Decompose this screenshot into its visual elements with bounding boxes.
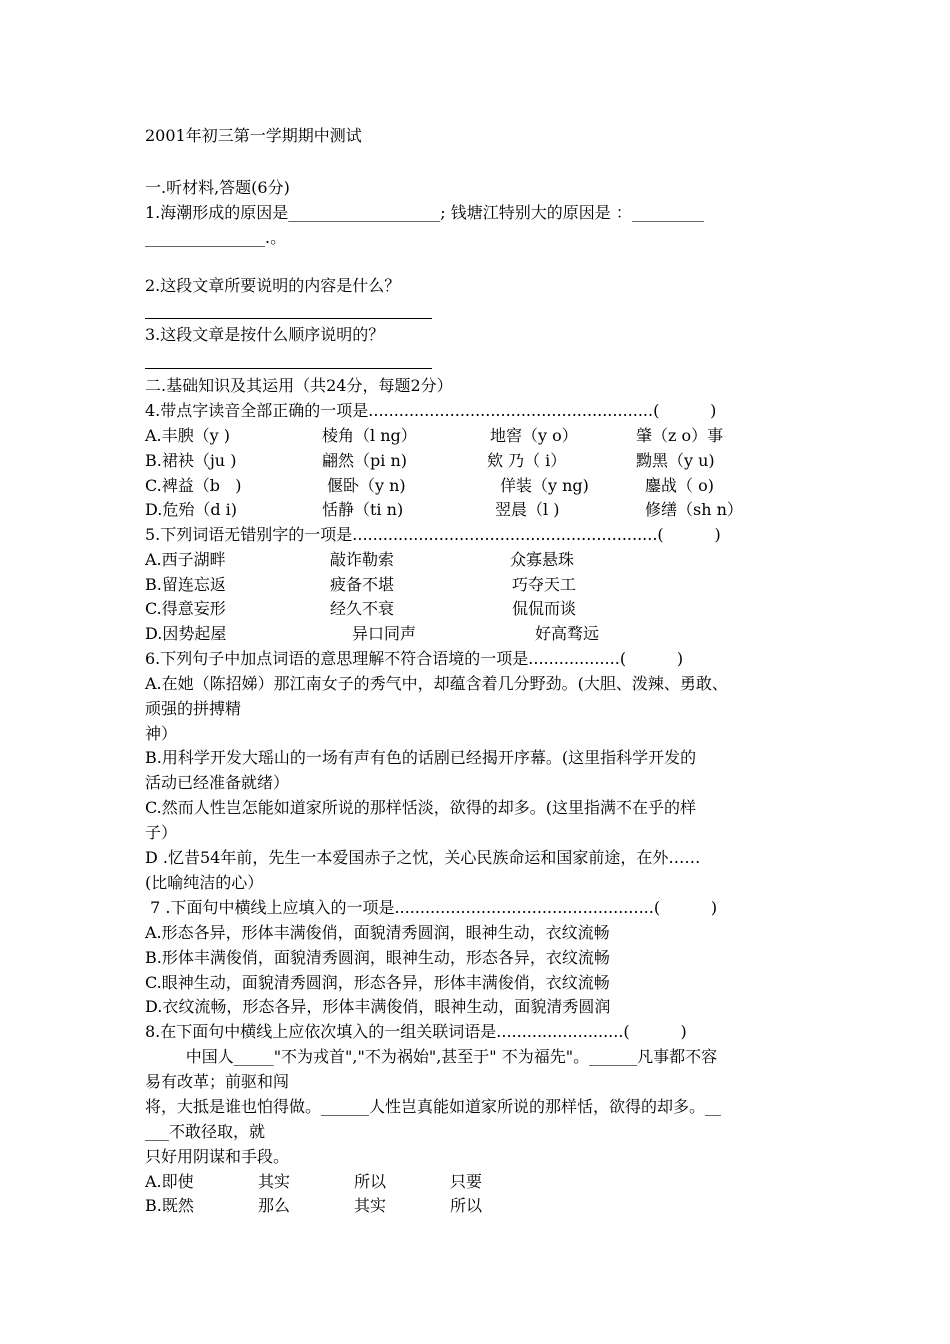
q8-option-b-3: 其实 — [354, 1196, 387, 1215]
q5-option-a-1: A.西子湖畔 — [145, 550, 226, 569]
q7-option-a: A.形态各异，形体丰满俊俏，面貌清秀圆润，眼神生动，衣纹流畅 — [145, 923, 610, 942]
q4-option-d-2: 恬静（ti n) — [322, 500, 404, 519]
q4-option-d-4: 修缮（sh n） — [645, 500, 743, 519]
q7-option-d: D.衣纹流畅，形态各异，形体丰满俊俏，眼神生动，面貌清秀圆润 — [145, 997, 611, 1016]
q6-option-a-line1: A.在她（陈招娣）那江南女子的秀气中，却蕴含着几分野劲。(大胆、泼辣、勇敢、 — [145, 674, 728, 693]
q8-passage-line2: 易有改革；前驱和闯 — [145, 1072, 290, 1091]
q6-option-a-line3: 神） — [145, 724, 178, 743]
q5-option-d-2: 异口同声 — [352, 624, 417, 643]
q7-stem: 7 .下面句中横线上应填入的一项是...................................................( ) — [145, 898, 718, 917]
q1-line1: 1.海潮形成的原因是___________________; 钱塘江特别大的原因是 ：_________ — [145, 203, 704, 222]
q7-option-b: B.形体丰满俊俏，面貌清秀圆润，眼神生动，形态各异，衣纹流畅 — [145, 948, 610, 967]
q4-option-c-3: 佯装（y ng) — [500, 476, 589, 495]
q8-option-b-1: B.既然 — [145, 1196, 194, 1215]
q6-option-a-line2: 顽强的拼搏精 — [145, 699, 242, 718]
q5-option-b-2: 疲备不堪 — [330, 575, 395, 594]
q4-option-b-3: 欸 乃（ i） — [487, 451, 567, 470]
q6-option-c-line1: C.然而人性岂怎能如道家所说的那样恬淡，欲得的却多。(这里指满不在乎的样 — [145, 798, 697, 817]
q6-option-d-line2: (比喻纯洁的心） — [145, 873, 264, 892]
q4-option-b-1: B.裙袂（ju ) — [145, 451, 237, 470]
q7-option-c: C.眼神生动，面貌清秀圆润，形态各异，形体丰满俊俏，衣纹流畅 — [145, 973, 610, 992]
q6-option-c-line2: 子） — [145, 823, 178, 842]
q5-option-c-1: C.得意妄形 — [145, 599, 226, 618]
q4-option-c-4: 鏖战（ o) — [645, 476, 714, 495]
q4-option-d-3: 翌晨（l ) — [495, 500, 560, 519]
q6-option-b-line1: B.用科学开发大瑶山的一场有声有色的话剧已经揭开序幕。(这里指科学开发的 — [145, 748, 697, 767]
q4-option-a-3: 地窖（y o） — [490, 426, 578, 445]
q8-option-b-4: 所以 — [450, 1196, 483, 1215]
q4-option-b-4: 黝黑（y u) — [636, 451, 715, 470]
q1-line2: _______________.。 — [145, 228, 287, 247]
q5-option-c-2: 经久不衰 — [330, 599, 395, 618]
q8-option-a-4: 只要 — [450, 1172, 483, 1191]
page-title: 2001年初三第一学期期中测试 — [145, 126, 362, 145]
q8-passage-line3: 将，大抵是谁也怕得做。______人性岂真能如道家所说的那样恬，欲得的却多。__ — [145, 1097, 722, 1116]
section2-heading: 二.基础知识及其运用（共24分，每题2分） — [145, 376, 453, 395]
q8-option-a-3: 所以 — [354, 1172, 387, 1191]
q5-option-a-2: 敲诈勒索 — [330, 550, 395, 569]
q6-stem: 6.下列句子中加点词语的意思理解不符合语境的一项是..................( ) — [145, 649, 684, 668]
q4-option-a-1: A.丰腴（y ) — [145, 426, 231, 445]
q5-option-d-3: 好高骛远 — [535, 624, 600, 643]
q8-passage-line5: 只好用阴谋和手段。 — [145, 1147, 290, 1166]
q4-option-b-2: 翩然（pi n) — [322, 451, 407, 470]
q8-option-b-2: 那么 — [258, 1196, 291, 1215]
q4-option-c-2: 偃卧（y n) — [327, 476, 406, 495]
q4-option-a-4: 肇（z o）事 — [636, 426, 724, 445]
q5-option-d-1: D.因势起屋 — [145, 624, 227, 643]
q5-option-c-3: 侃侃而谈 — [512, 599, 577, 618]
q5-option-b-3: 巧夺天工 — [512, 575, 577, 594]
q2-text: 2.这段文章所要说明的内容是什么？ — [145, 276, 401, 295]
q5-option-a-3: 众寡悬珠 — [510, 550, 575, 569]
q3-answer-line — [145, 368, 432, 369]
q4-stem: 4.带点字读音全部正确的一项是........................................................( ) — [145, 401, 717, 420]
q8-option-a-2: 其实 — [258, 1172, 291, 1191]
q5-stem: 5.下列词语无错别字的一项是............................................................( ) — [145, 525, 721, 544]
q2-answer-line — [145, 318, 432, 319]
q8-stem: 8.在下面句中横线上应依次填入的一组关联词语是.........................( ) — [145, 1022, 687, 1041]
q8-passage-line1: 中国人_____"不为戎首","不为祸始",甚至于" 不为福先"。______凡事都不容 — [145, 1047, 718, 1066]
q8-passage-line4: ___不敢径取，就 — [145, 1122, 266, 1141]
q5-option-b-1: B.留连忘返 — [145, 575, 226, 594]
q3-text: 3.这段文章是按什么顺序说明的？ — [145, 325, 385, 344]
q6-option-b-line2: 活动已经准备就绪） — [145, 773, 290, 792]
q4-option-c-1: C.裨益（b ) — [145, 476, 242, 495]
q4-option-d-1: D.危殆（d i) — [145, 500, 238, 519]
q6-option-d-line1: D .忆昔54年前，先生一本爱国赤子之忱，关心民族命运和国家前途，在外…… — [145, 848, 701, 867]
q8-option-a-1: A.即使 — [145, 1172, 194, 1191]
section1-heading: 一.听材料,答题(6分) — [145, 178, 290, 197]
q4-option-a-2: 棱角（l ng） — [322, 426, 417, 445]
